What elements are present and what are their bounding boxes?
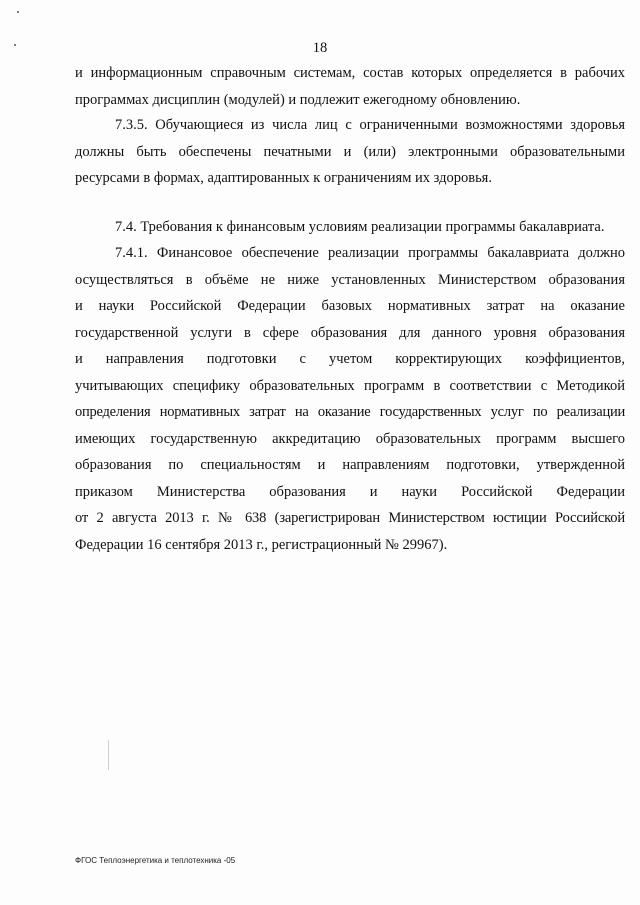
scan-speck-top [17, 11, 19, 13]
page-number: 18 [312, 40, 328, 56]
text-line: 7.4. Требования к финансовым условиям реализации программы бакалавриата. [115, 219, 605, 235]
text-line: 7.4.1. Финансовое обеспечение реализации программы бакалавриата должно [115, 245, 625, 261]
text-line: ресурсами в формах, адаптированных к ограничениям их здоровья. [75, 170, 492, 186]
paragraph-7-3-5 [75, 112, 625, 192]
text-line: учитывающих специфику образовательных программ в соответствии с Методикой [75, 377, 625, 394]
text-line: определения нормативных затрат на оказание государственных услуг по реализации [75, 404, 625, 420]
scan-artifact-line [108, 740, 109, 770]
text-line: 7.3.5. Обучающиеся из числа лиц с ограниченными возможностями здоровья [115, 117, 625, 133]
paragraph-continuation [75, 60, 625, 113]
text-line: Федерации 16 сентября 2013 г., регистрационный № 29967). [75, 536, 448, 553]
text-line: осуществляться в объёме не ниже установленных Министерством образования [75, 271, 625, 288]
text-line: и науки Российской Федерации базовых нормативных затрат на оказание [75, 298, 625, 314]
text-line: должны быть обеспечены печатными и (или) электронными образовательными [75, 143, 625, 160]
footer-document-code: ФГОС Теплоэнергетика и теплотехника -05 [75, 856, 236, 865]
section-heading-7-4 [75, 214, 625, 241]
paragraph-7-4-1 [75, 240, 625, 558]
text-line: программах дисциплин (модулей) и подлежит ежегодному обновлению. [75, 91, 521, 108]
text-line: и направления подготовки с учетом корректирующих коэффициентов, [75, 351, 625, 367]
text-line: и информационным справочным системам, состав которых определяется в рабочих [75, 65, 625, 81]
text-line: от 2 августа 2013 г. № 638 (зарегистрирован Министерством юстиции Российской [75, 510, 625, 526]
text-line: государственной услуги в сфере образования для данного уровня образования [75, 324, 625, 341]
text-line: приказом Министерства образования и науки Российской Федерации [75, 483, 625, 500]
text-line: имеющих государственную аккредитацию образовательных программ высшего [75, 430, 625, 447]
text-line: образования по специальностям и направлениям подготовки, утвержденной [75, 457, 625, 473]
